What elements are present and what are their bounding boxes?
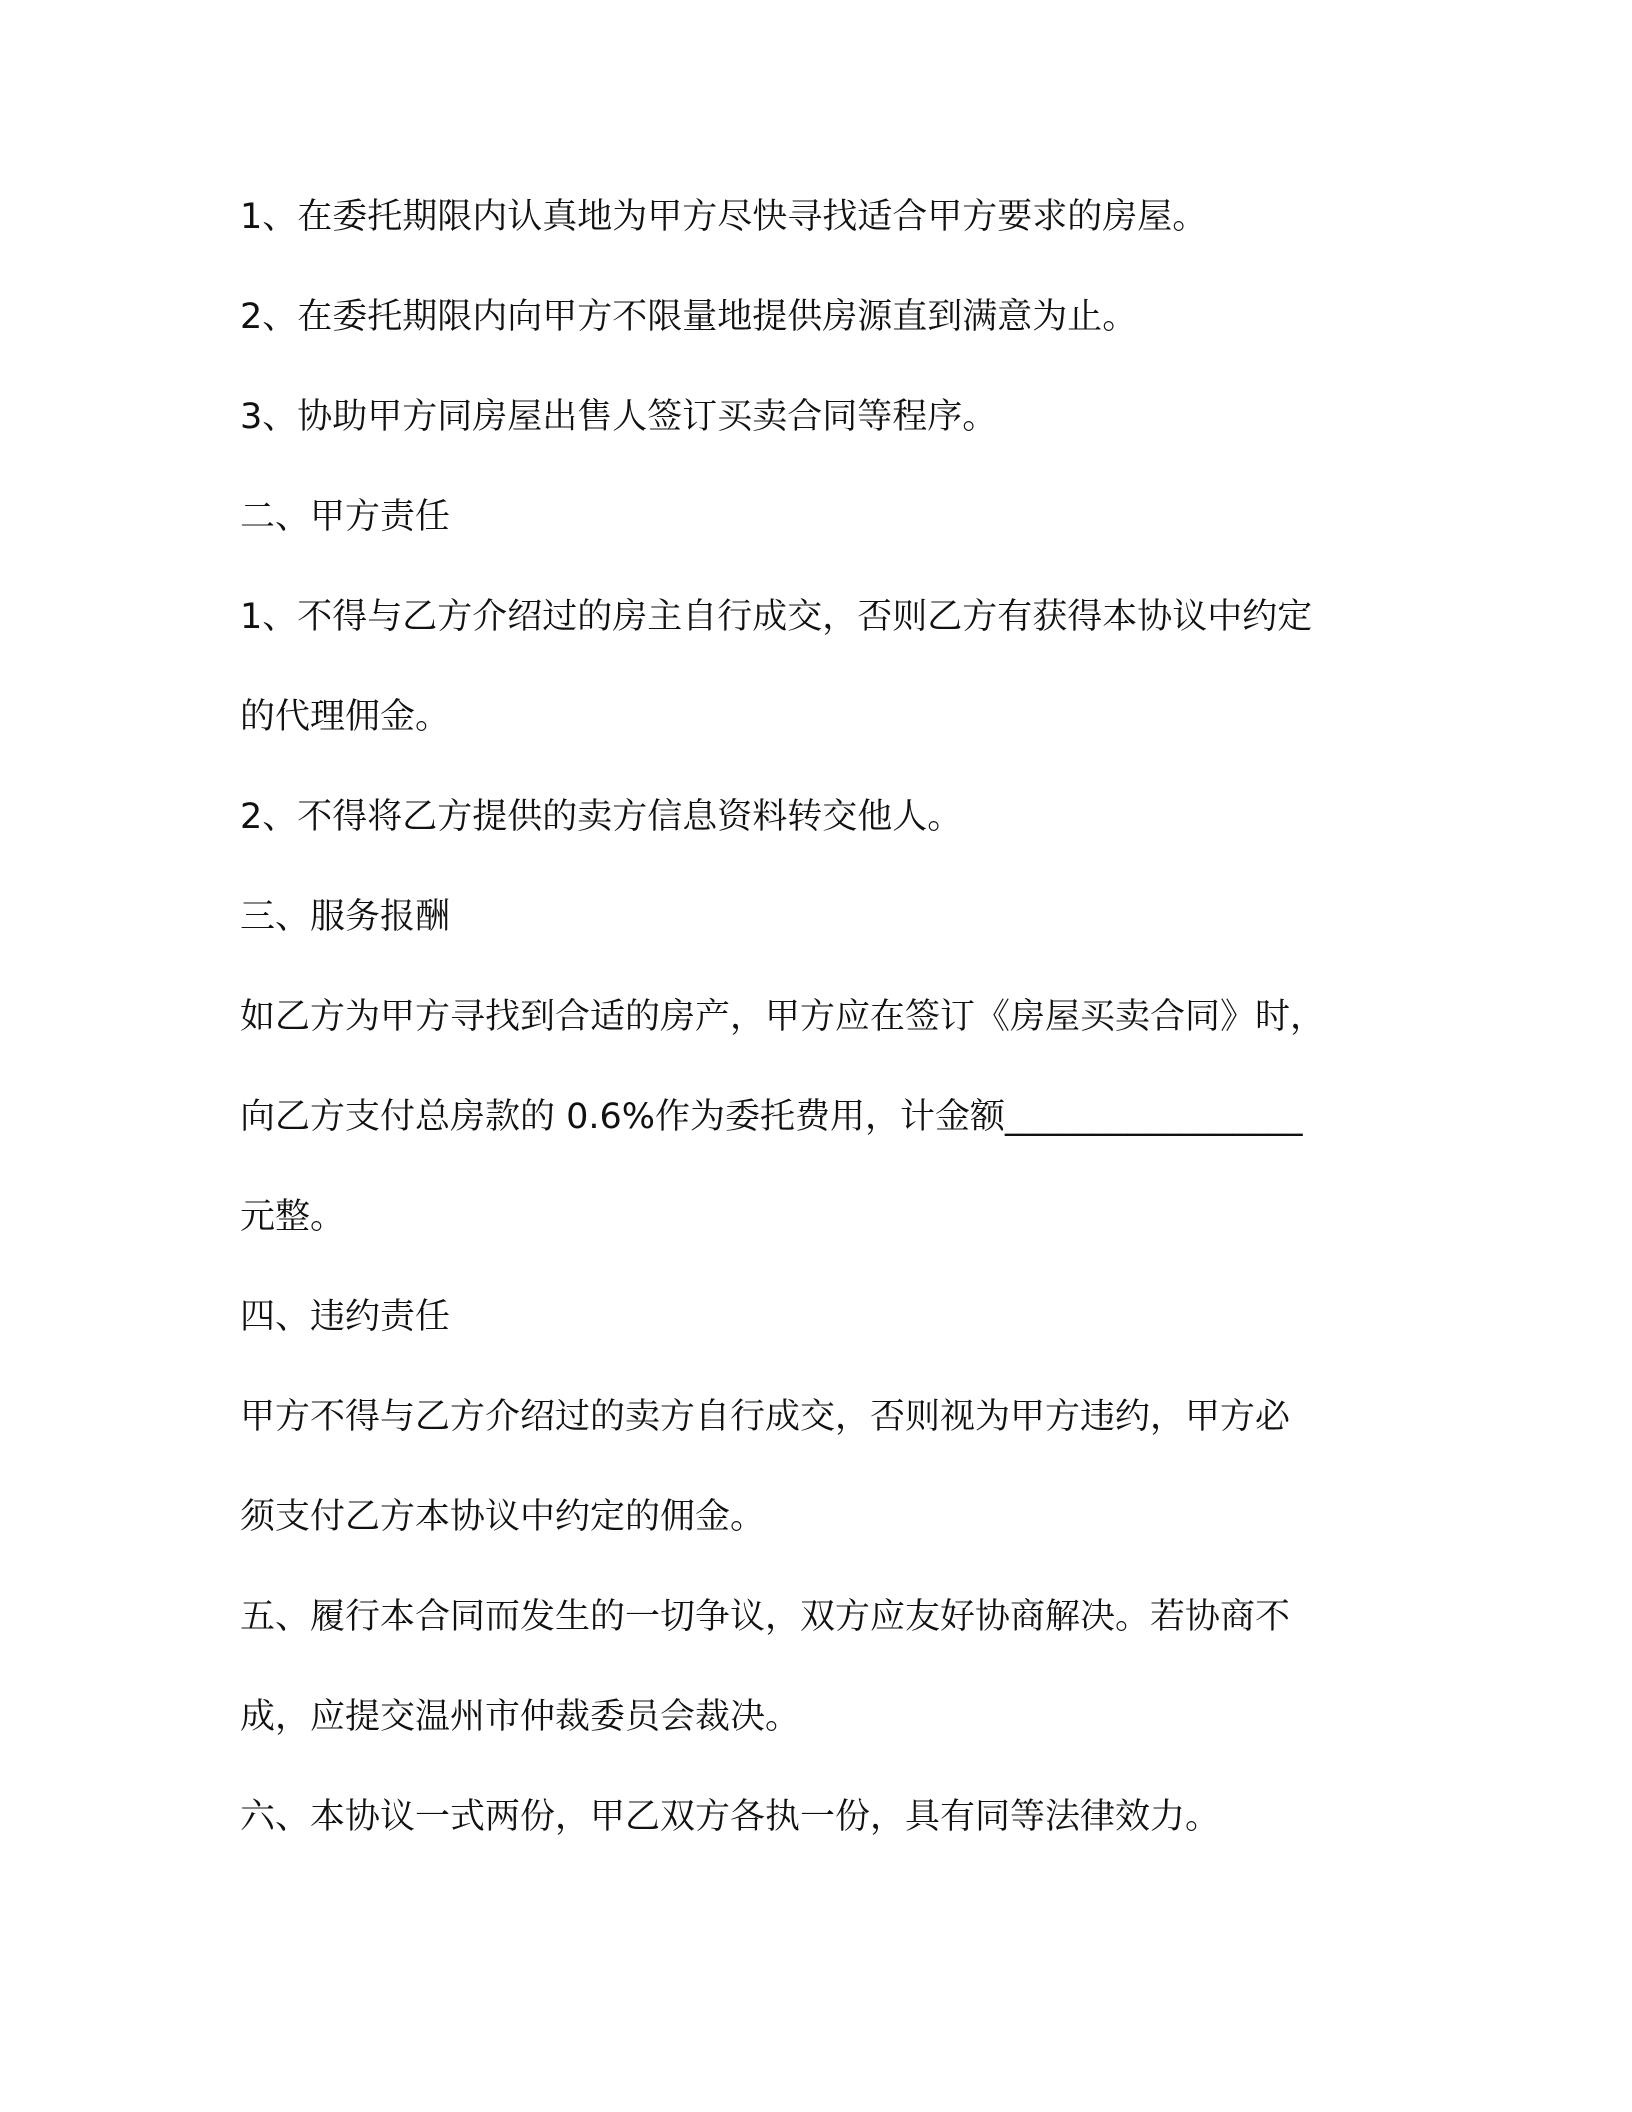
text-line-9: 如乙方为甲方寻找到合适的房产，甲方应在签订《房屋买卖合同》时， — [240, 997, 1326, 1037]
text-line-14: 须支付乙方本协议中约定的佣金。 — [240, 1497, 766, 1537]
text-line-13: 甲方不得与乙方介绍过的卖方自行成交，否则视为甲方违约，甲方必 — [240, 1397, 1291, 1437]
text-line-10: 向乙方支付总房款的 0.6%作为委托费用，计金额_________________ — [240, 1097, 1303, 1137]
text-line-2: 2、在委托期限内向甲方不限量地提供房源直到满意为止。 — [240, 297, 1138, 337]
text-line-17: 六、本协议一式两份，甲乙双方各执一份，具有同等法律效力。 — [240, 1797, 1221, 1837]
text-line-15: 五、履行本合同而发生的一切争议，双方应友好协商解决。若协商不 — [240, 1597, 1291, 1637]
section-heading-3: 三、服务报酬 — [240, 897, 451, 937]
text-line-6: 的代理佣金。 — [240, 697, 451, 737]
text-line-7: 2、不得将乙方提供的卖方信息资料转交他人。 — [240, 797, 963, 837]
text-line-1: 1、在委托期限内认真地为甲方尽快寻找适合甲方要求的房屋。 — [240, 197, 1208, 237]
text-line-3: 3、协助甲方同房屋出售人签订买卖合同等程序。 — [240, 397, 998, 437]
section-heading-2: 二、甲方责任 — [240, 497, 451, 537]
text-line-5: 1、不得与乙方介绍过的房主自行成交，否则乙方有获得本协议中约定 — [240, 597, 1313, 637]
text-line-11: 元整。 — [240, 1197, 346, 1237]
section-heading-4: 四、违约责任 — [240, 1297, 451, 1337]
text-line-16: 成，应提交温州市仲裁委员会裁决。 — [240, 1697, 801, 1737]
